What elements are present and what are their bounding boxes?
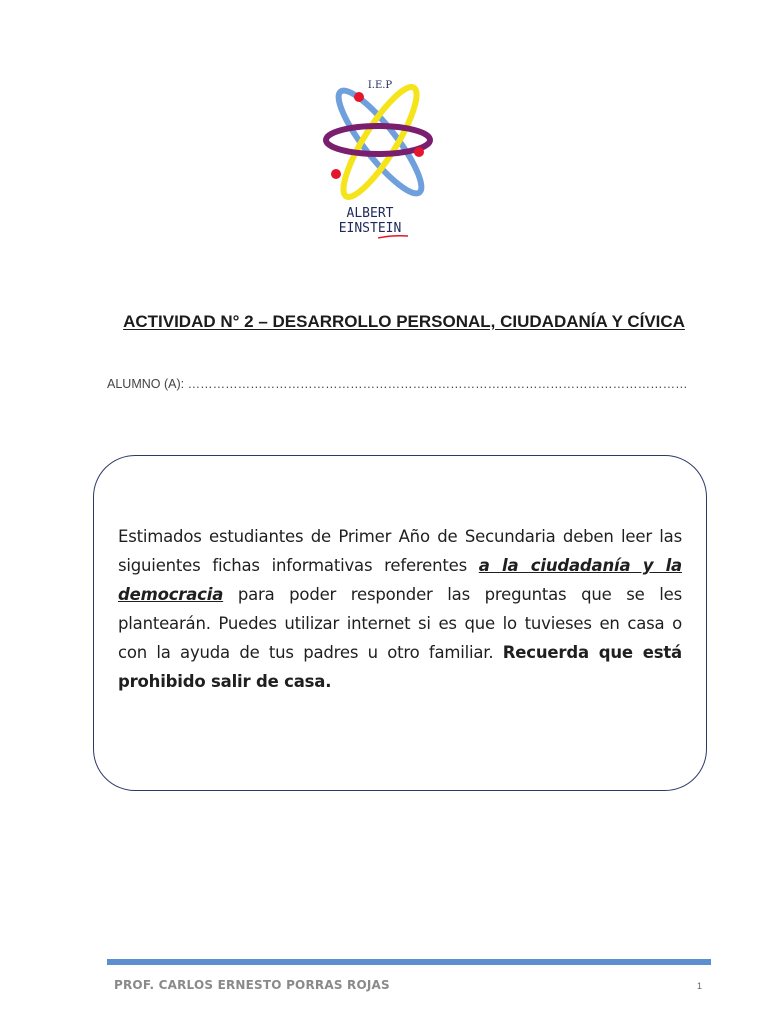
intro-bold-warning: Recuerda que está prohibido salir de casa. [118, 643, 682, 691]
logo-name-line2: EINSTEIN [338, 221, 402, 236]
intro-text-after: para poder responder las preguntas que se les plantearán. Puedes utilizar internet si es que lo tuvieses en casa o con la ayuda de tus padres u otro familiar. [118, 585, 682, 662]
intro-text-before: Estimados estudiantes de Primer Año de Secundaria deben leer las siguientes fichas informativas referentes [118, 527, 682, 575]
logo-top-text: I.E.P [367, 80, 393, 91]
logo-name-line1: ALBERT [346, 206, 394, 221]
logo-purple-orbit [326, 126, 430, 154]
footer-author: PROF. CARLOS ERNESTO PORRAS ROJAS [114, 978, 390, 992]
footer-bar [107, 959, 711, 965]
logo-electron [414, 147, 424, 157]
student-label: ALUMNO (A): [107, 377, 185, 391]
logo-yellow-orbit [333, 79, 428, 205]
logo-red-swoosh [378, 236, 408, 238]
logo-electron [354, 92, 364, 102]
logo-electron [331, 169, 341, 179]
student-name-field [107, 377, 707, 391]
page-number: 1 [697, 981, 703, 991]
student-name-dots: ………………………………………………………………………………………………………… [187, 377, 688, 391]
activity-title: ACTIVIDAD N° 2 – DESARROLLO PERSONAL, CIUDADANÍA Y CÍVICA [123, 312, 685, 331]
intro-highlight: a la ciudadanía y la democracia [118, 556, 682, 604]
instructions-text [118, 522, 682, 696]
school-logo [318, 72, 442, 244]
